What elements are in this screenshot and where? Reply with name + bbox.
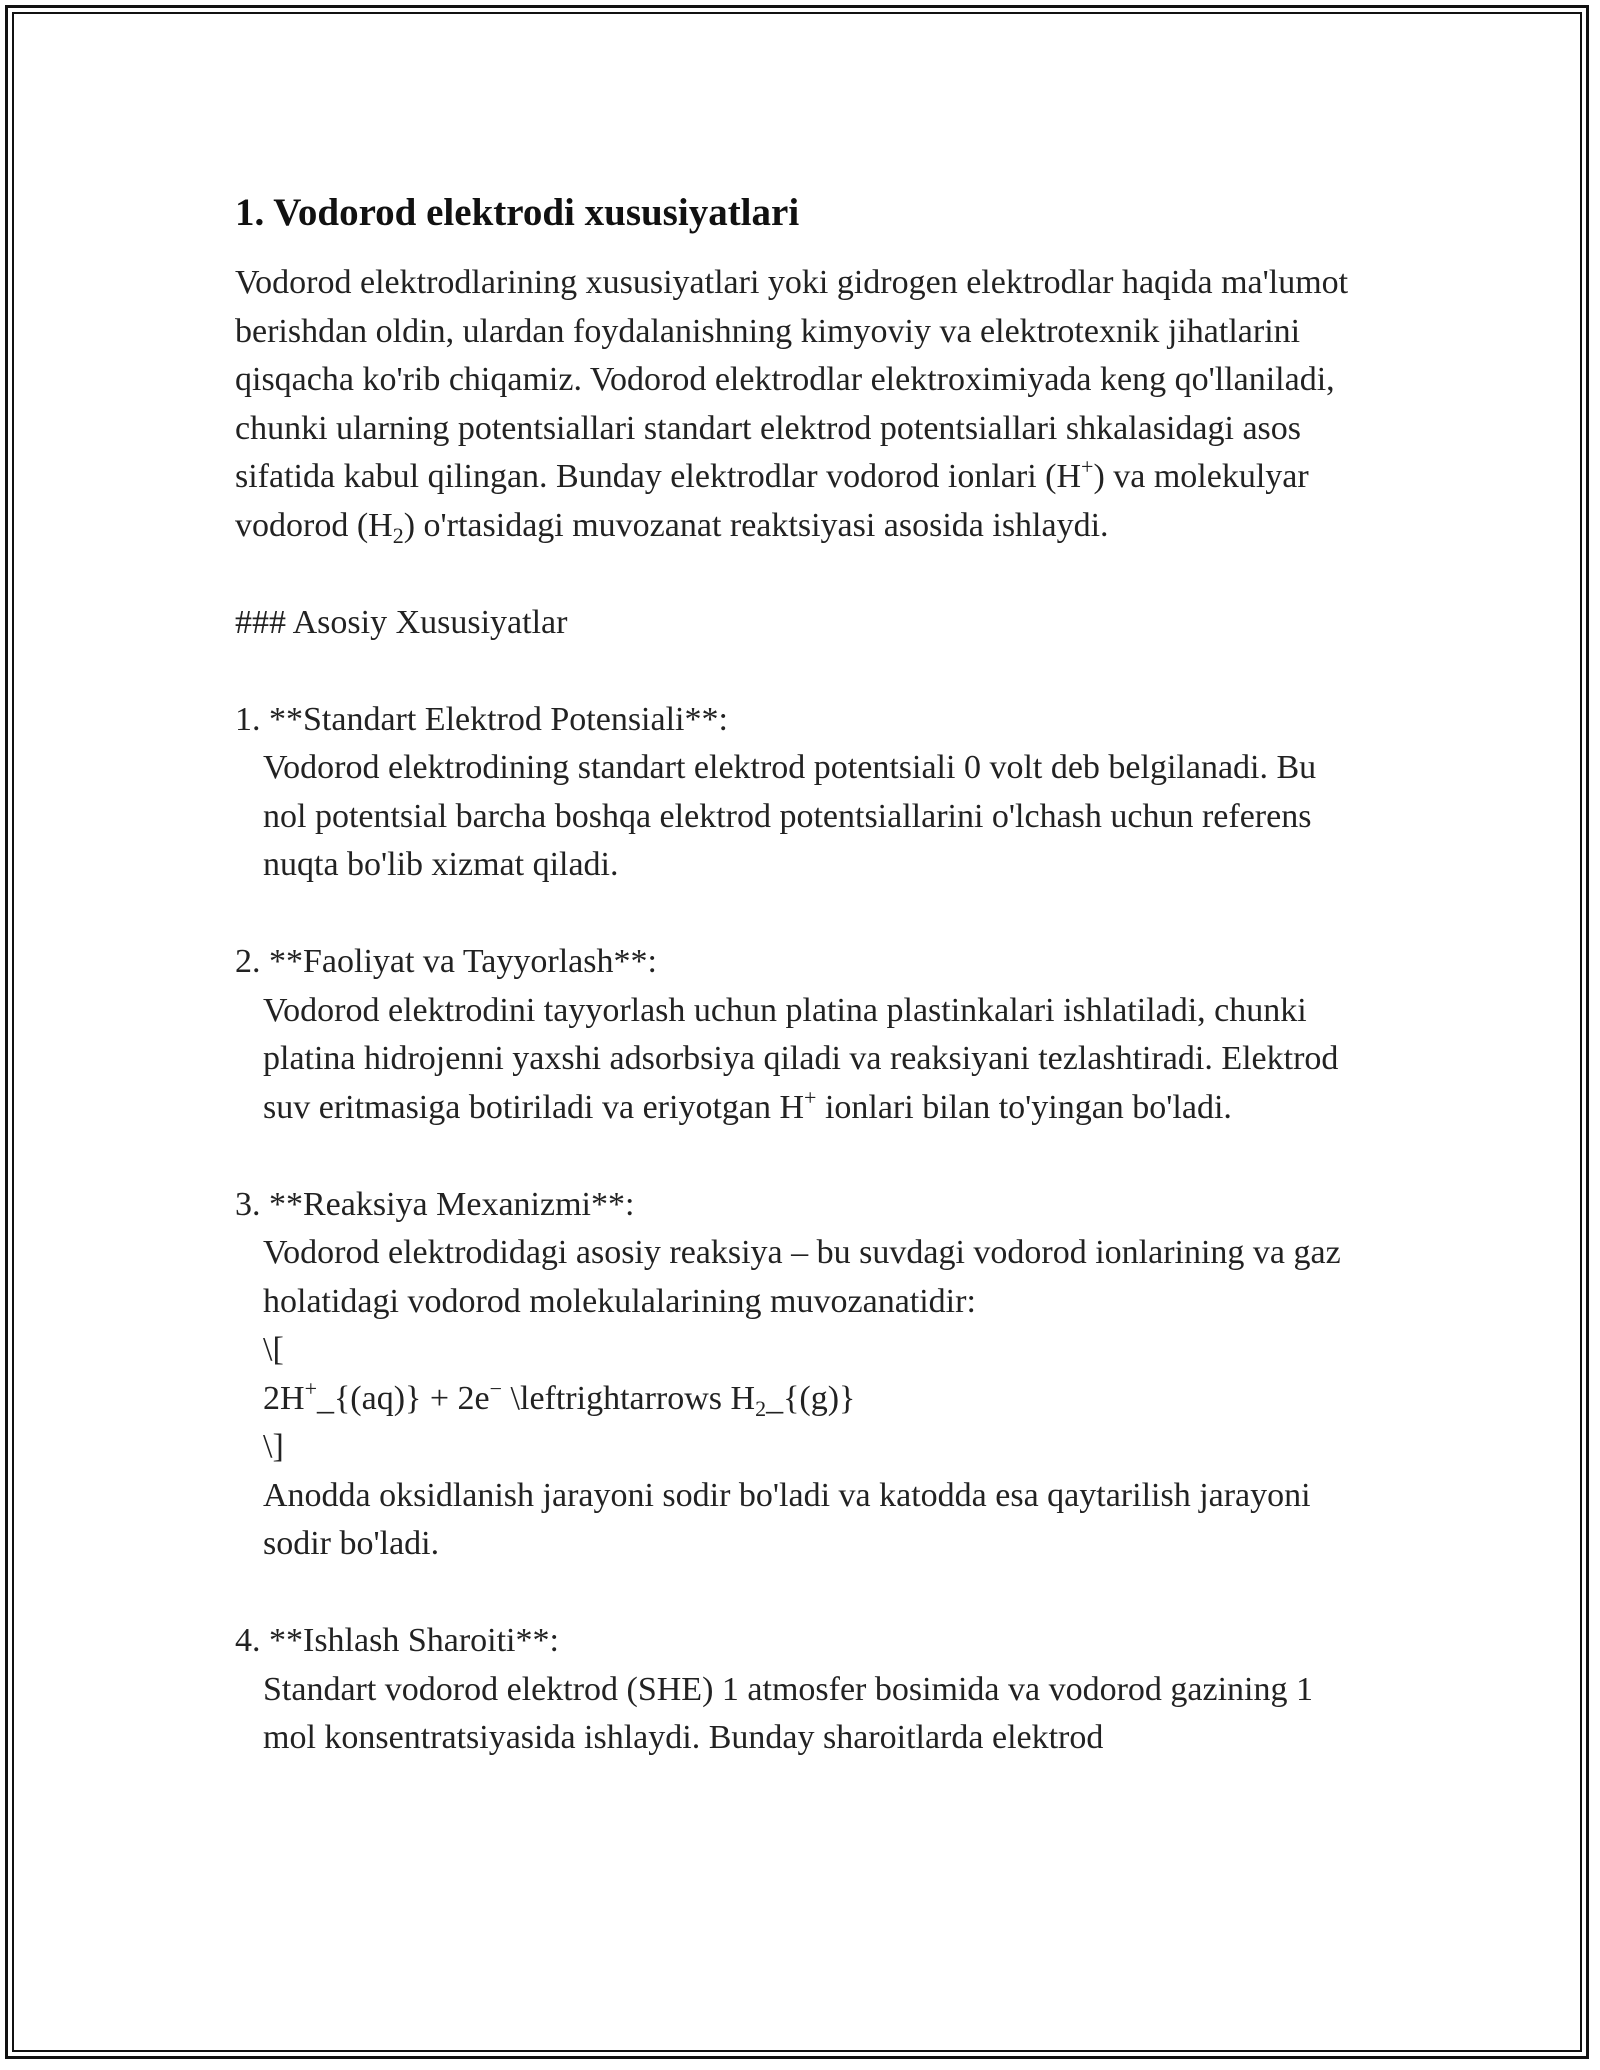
intro-text-1: Vodorod elektrodlarining xususiyatlari yoki gidrogen elektrodlar haqida ma'lumot berishdan oldin, ulardan foydalanishning kimyoviy va elektrotexnik jihatlarini qisqacha ko'rib chiqamiz. Vodorod elektrodlar elektroximiyada keng qo'llaniladi, chunki ularning potentsiallari standart elektrod potentsiallari shkalasidagi asos sifatida kabul qilingan. Bunday elektrodlar vodorod ionlari (H (235, 264, 1349, 495)
item-2-body (235, 987, 1365, 1133)
intro-text-3: ) o'rtasidagi muvozanat reaktsiyasi asosida ishlaydi. (403, 506, 1109, 544)
item-3-heading: 3. **Reaksiya Mexanizmi**: (235, 1185, 635, 1223)
spacer (235, 550, 1365, 599)
item-2-text-2: ionlari bilan to'yingan bo'ladi. (816, 1088, 1232, 1126)
item-2-text-1: Vodorod elektrodini tayyorlash uchun platina plastinkalari ishlatiladi, chunki platina hidrojenni yaxshi adsorbsiya qiladi va reaksiyani tezlashtiradi. Elektrod suv eritmasiga botiriladi va eriyotgan H (263, 991, 1339, 1126)
item-1-heading: 1. **Standart Elektrod Potensiali**: (235, 700, 728, 738)
item-2-superscript: + (804, 1084, 817, 1110)
equation-part-c: \leftrightarrows H (502, 1379, 756, 1417)
equation-sup-1: + (304, 1375, 317, 1401)
equation-sup-2: − (489, 1375, 503, 1401)
item-2-heading: 2. **Faoliyat va Tayyorlash**: (235, 943, 657, 980)
equation-open: \[ (263, 1331, 284, 1368)
item-1-body: Vodorod elektrodining standart elektrod potentsiali 0 volt deb belgilanadi. Bu nol potentsial barcha boshqa elektrod potentsiallarini o'lchash uchun referens nuqta bo'lib xizmat qiladi. (263, 749, 1317, 883)
document-title: 1. Vodorod elektrodi xususiyatlari (235, 191, 800, 234)
spacer (235, 890, 1365, 939)
intro-text-2: ) va molekulyar vodorod (H (235, 458, 1309, 544)
item-4-body: Standart vodorod elektrod (SHE) 1 atmosfer bosimida va vodorod gazining 1 mol konsentratsiyasida ishlaydi. Bunday sharoitlarda elektrod (263, 1670, 1313, 1756)
spacer (235, 647, 1365, 696)
item-3-after: Anodda oksidlanish jarayoni sodir bo'ladi va katodda esa qaytarilish jarayoni sodir bo'ladi. (263, 1476, 1311, 1562)
intro-superscript: + (1081, 454, 1094, 479)
section-heading: ### Asosiy Xususiyatlar (235, 603, 568, 641)
equation-part-d: _{(g)} (766, 1379, 856, 1417)
spacer (235, 1132, 1365, 1181)
intro-paragraph (235, 259, 1365, 550)
item-3-body: Vodorod elektrodidagi asosiy reaksiya – bu suvdagi vodorod ionlarining va gaz holatidagi vodorod molekulalarining muvozanatidir: (263, 1234, 1341, 1320)
spacer (235, 1569, 1365, 1618)
equation-part-b: _{(aq)} + 2e (316, 1379, 490, 1417)
item-4-heading: 4. **Ishlash Sharoiti**: (235, 1622, 559, 1659)
document-body (235, 185, 1365, 1763)
equation (235, 1375, 1365, 1424)
equation-sub: 2 (755, 1395, 767, 1421)
equation-close: \] (263, 1428, 284, 1465)
equation-part-a: 2H (263, 1379, 305, 1417)
intro-subscript: 2 (392, 522, 404, 548)
